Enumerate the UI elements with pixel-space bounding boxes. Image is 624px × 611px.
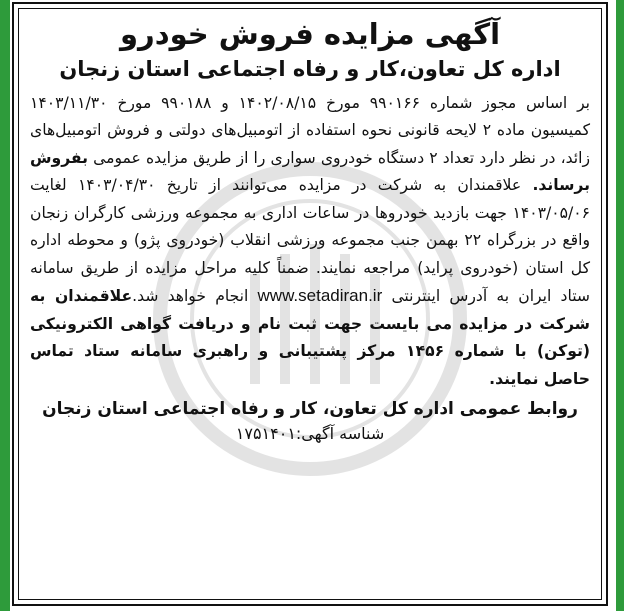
body-text-3: انجام خواهد شد. [132,287,258,306]
announcement-body [28,90,592,394]
announcement-content [28,10,592,598]
announcement-title: آگهی مزایده فروش خودرو [119,17,501,51]
body-bold-2: علاقمندان به شرکت در مزایده می بایست جهت ثبت نام و دریافت گواهی الکترونیکی (توکن) با شماره ۱۴۵۶ مرکز پشتیبانی و راهبری سامانه ستاد تماس حاصل نمایند. [30,287,591,388]
left-accent-bar [0,0,10,611]
body-text-1: بر اساس مجوز شماره ۹۹۰۱۶۶ مورخ ۱۴۰۲/۰۸/۱۵ و ۹۹۰۱۸۸ مورخ ۱۴۰۳/۱۱/۳۰ کمیسیون ماده ۲ لایحه قانونی نحوه استفاده از اتومبیل‌های دولتی و فروش اتومبیل‌های زائد، در نظر دارد تعداد ۲ دستگاه خودروی سواری را از طریق مزایده عمومی [30,93,591,167]
announcement-card [12,2,608,606]
ad-identifier: شناسه آگهی:۱۷۵۱۴۰۱ [235,423,385,443]
right-accent-bar [616,0,624,611]
organization-name: اداره کل تعاون،کار و رفاه اجتماعی استان زنجان [59,57,561,82]
body-text-2: علاقمندان به شرکت در مزایده می‌توانند از تاریخ ۱۴۰۳/۰۴/۳۰ لغایت ۱۴۰۳/۰۵/۰۶ جهت بازدید خودروها در ساعات اداری به مجموعه ورزشی کارگران زنجان واقع در بزرگراه ۲۲ بهمن جنب مجموعه ورزشی انقلاب (خودروی پژو) و محوطه اداره کل استان (خودروی پراید) مراجعه نمایند. ضمناً کلیه مراحل مزایده از طریق سامانه ستاد ایران به آدرس اینترنتی [30,176,590,306]
public-relations-signature: روابط عمومی اداره کل تعاون، کار و رفاه اجتماعی استان زنجان [42,399,578,420]
website-link[interactable]: www.setadiran.ir [257,286,383,306]
body-bold-1: بفروش برساند. [30,148,590,195]
